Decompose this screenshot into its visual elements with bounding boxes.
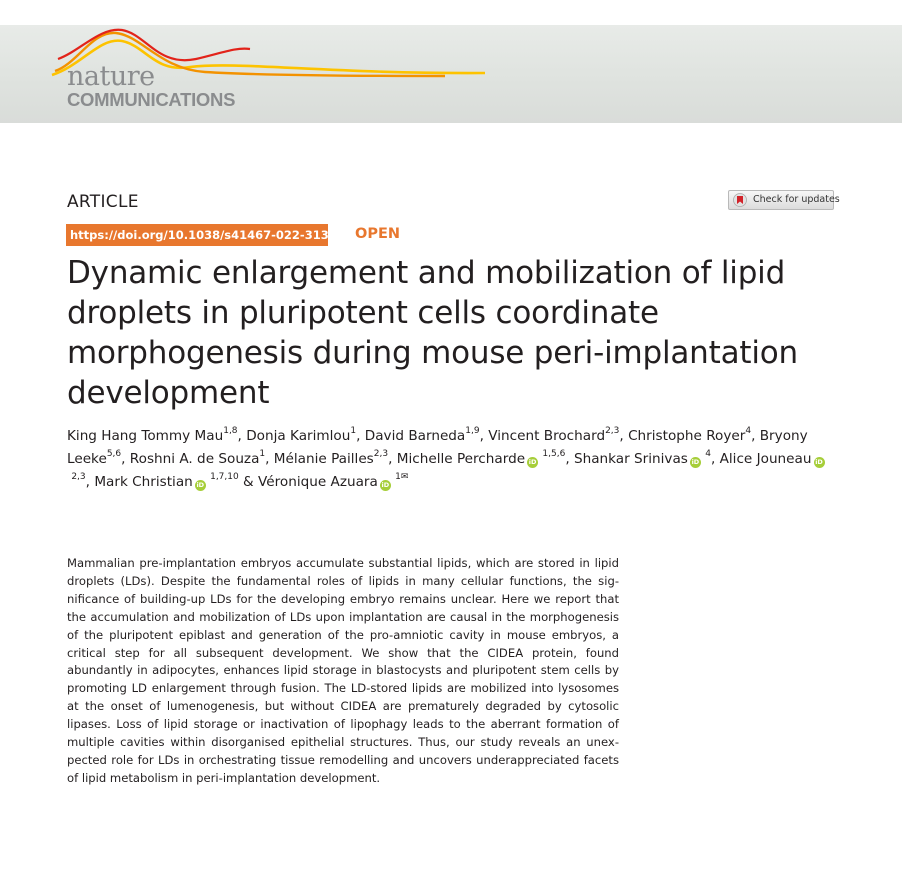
author-affiliation: 5,6 bbox=[106, 449, 122, 460]
author-affiliation: 2,3 bbox=[71, 472, 86, 483]
article-type-label: ARTICLE bbox=[67, 192, 139, 212]
author-affiliation: 1,7,10 bbox=[210, 472, 239, 483]
author-affiliation: 1,5,6 bbox=[542, 449, 566, 460]
orcid-icon[interactable]: iD bbox=[691, 458, 700, 466]
author-entry bbox=[365, 428, 480, 444]
author-entry bbox=[274, 451, 388, 467]
author-name[interactable]: Christophe Royer bbox=[628, 428, 746, 444]
author-entry bbox=[628, 428, 751, 444]
author-name[interactable]: Mark Christian bbox=[94, 474, 193, 490]
author-name[interactable]: Mélanie Pailles bbox=[273, 451, 374, 467]
orcid-icon[interactable]: iD bbox=[528, 458, 537, 466]
author-entry bbox=[258, 474, 408, 490]
author-entry bbox=[130, 451, 265, 467]
author-name[interactable]: Roshni A. de Souza bbox=[129, 451, 260, 467]
open-access-label: OPEN bbox=[355, 226, 400, 242]
journal-name-nature: nature bbox=[67, 61, 155, 92]
orcid-icon[interactable]: iD bbox=[815, 458, 823, 466]
orcid-icon[interactable]: iD bbox=[196, 481, 205, 489]
journal-name-communications: COMMUNICATIONS bbox=[67, 89, 236, 110]
author-separator: , bbox=[479, 428, 489, 444]
author-affiliation: 1 bbox=[350, 426, 357, 437]
author-name[interactable]: Alice Jouneau bbox=[719, 451, 812, 467]
author-separator: , bbox=[751, 428, 760, 444]
author-separator: , bbox=[85, 474, 95, 490]
article-title: Dynamic enlargement and mobilization of lipid droplets in pluripotent cells coordinate morphogenesis during mouse peri-implantation development bbox=[67, 255, 798, 411]
author-entry bbox=[246, 428, 356, 444]
author-name[interactable]: Bryony Leeke bbox=[67, 428, 808, 467]
author-name[interactable]: Shankar Srinivas bbox=[573, 451, 688, 467]
author-affiliation: 1,8 bbox=[223, 426, 238, 437]
author-name[interactable]: Véronique Azuara bbox=[257, 474, 378, 490]
doi-link[interactable]: https://doi.org/10.1038/s41467-022-31323-2 bbox=[66, 224, 328, 246]
orcid-icon[interactable]: iD bbox=[381, 481, 390, 489]
author-affiliation: 1✉ bbox=[395, 472, 409, 483]
journal-banner bbox=[0, 25, 902, 123]
abstract-text: Mammalian pre-implantation embryos accumulate substantial lipids, which are stored in lipid droplets (LDs). Despite the fundamental roles of lipids in many cellular functions, the significance of building-up LDs for the developing embryo remains unclear. Here we report that the accumulation and mobilization of LDs upon implantation are causal in the morphogenesis of the pluripotent epiblast and generation of the pro-amniotic cavity in mouse embryos, a critical step for all subsequent development. We show that the CIDEA protein, found abundantly in adipocytes, enhances lipid storage in blastocysts and pluripotent stem cells by promoting LD enlargement through fusion. The LD-stored lipids are mobilized into lysosomes at the onset of lumenogenesis, but without CIDEA are prematurely degraded by cytosolic lipases. Loss of lipid storage or inactivation of lipophagy leads to the aberrant formation of multiple cavities within disorganised epithelial structures. Thus, our study reveals an unexpected role for LDs in orchestrating tissue remodelling and uncovers underappreciated facets of lipid metabolism in peri-implantation development. bbox=[67, 556, 619, 785]
author-separator: , bbox=[565, 451, 574, 467]
author-name[interactable]: Michelle Percharde bbox=[396, 451, 526, 467]
author-separator: , bbox=[237, 428, 247, 444]
crossmark-icon bbox=[733, 193, 747, 207]
author-affiliation: 2,3 bbox=[373, 449, 389, 460]
author-entry bbox=[574, 451, 711, 467]
author-entry bbox=[67, 428, 238, 444]
author-entry bbox=[397, 451, 566, 467]
author-name[interactable]: King Hang Tommy Mau bbox=[67, 428, 224, 444]
author-separator: , bbox=[710, 451, 720, 467]
author-list bbox=[67, 425, 837, 494]
author-separator: & bbox=[238, 474, 258, 490]
author-name[interactable]: Donja Karimlou bbox=[246, 428, 351, 444]
author-affiliation: 4 bbox=[745, 426, 752, 437]
author-affiliation: 2,3 bbox=[605, 426, 620, 437]
author-separator: , bbox=[265, 451, 274, 467]
author-separator: , bbox=[388, 451, 397, 467]
author-affiliation: 1 bbox=[259, 449, 266, 460]
check-for-updates-label: Check for updates bbox=[753, 194, 840, 205]
author-separator: , bbox=[619, 428, 629, 444]
author-entry bbox=[94, 474, 238, 490]
author-name[interactable]: Vincent Brochard bbox=[488, 428, 606, 444]
author-affiliation: 4 bbox=[705, 449, 711, 460]
author-entry bbox=[488, 428, 619, 444]
author-separator: , bbox=[356, 428, 365, 444]
author-separator: , bbox=[121, 451, 130, 467]
author-affiliation: 1,9 bbox=[465, 426, 480, 437]
check-for-updates-button[interactable] bbox=[728, 190, 840, 210]
author-name[interactable]: David Barneda bbox=[364, 428, 466, 444]
